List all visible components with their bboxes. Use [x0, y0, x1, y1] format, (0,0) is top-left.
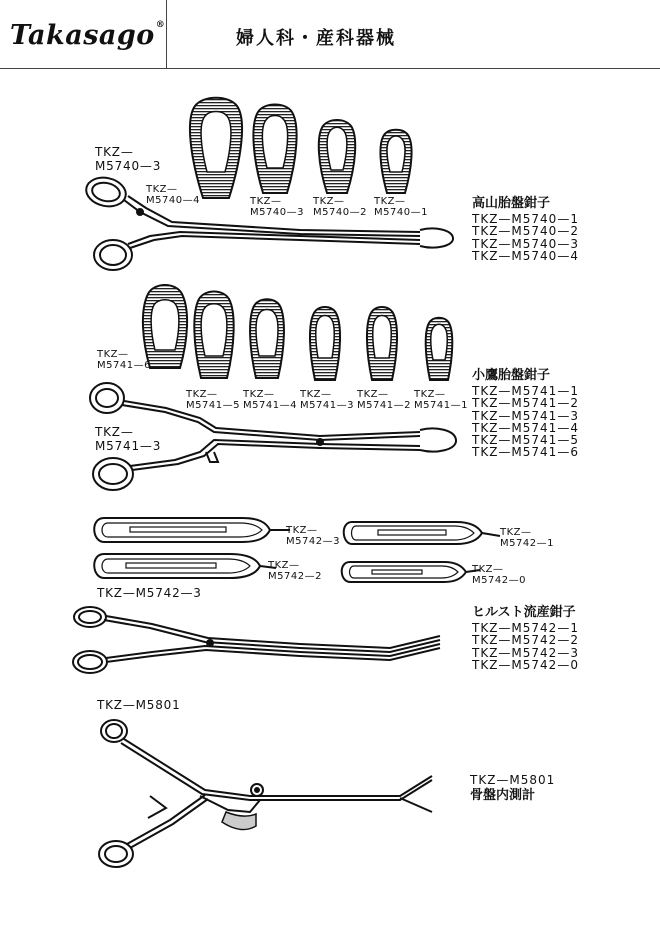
g3-main-label: TKZ—M5742—3 [97, 586, 202, 600]
g2-tip-1-icon [426, 318, 453, 380]
g1-tip-label-4: TKZ— M5740—4 [146, 184, 200, 206]
g2-tip-label-5: TKZ— M5741—5 [186, 389, 240, 411]
g1-main-label: TKZ— M5740—3 [95, 145, 162, 173]
g3-product-name: ヒルスト流産鉗子 [472, 605, 576, 620]
takasago-logo: Takasago® [10, 20, 166, 51]
g1-tip-3-icon [253, 105, 296, 194]
g2-code-list: TKZ—M5741—1 TKZ—M5741—2 TKZ—M5741—3 TKZ—M5741—4 TKZ—M5741—5 TKZ—M5741—6 [472, 384, 579, 460]
g1-tip-label-1: TKZ— M5740—1 [374, 196, 428, 218]
g3-tip-label-1: TKZ— M5742—1 [500, 527, 554, 549]
g1-tip-label-3: TKZ— M5740—3 [250, 196, 304, 218]
g3-blade-3-icon [94, 518, 290, 542]
g1-tip-label-2: TKZ— M5740—2 [313, 196, 367, 218]
g1-product-name: 高山胎盤鉗子 [472, 196, 551, 211]
g2-tip-label-4: TKZ— M5741—4 [243, 389, 297, 411]
g2-tip-label-1: TKZ— M5741—1 [414, 389, 468, 411]
g3-blade-0-icon [342, 562, 480, 582]
g4-top-label: TKZ—M5801 [97, 698, 181, 712]
g2-tip-4-icon [250, 299, 284, 378]
g3-blade-1-icon [344, 522, 500, 544]
g3-code-list: TKZ—M5742—1 TKZ—M5742—2 TKZ—M5742—3 TKZ—M5742—0 [472, 621, 579, 672]
g3-tip-label-3: TKZ— M5742—3 [286, 525, 340, 547]
g2-tip-3-icon [310, 307, 340, 380]
g4-code: TKZ—M5801 [470, 773, 556, 787]
category-title: 婦人科・産科器械 [236, 28, 396, 49]
g1-tip-2-icon [319, 120, 355, 193]
g3-blade-2-icon [94, 554, 276, 578]
g3-forceps-icon [73, 607, 440, 673]
g1-tip-1-icon [380, 130, 411, 193]
g2-main-label: TKZ— M5741—3 [95, 425, 162, 453]
g4-product-name: 骨盤内測計 [470, 788, 536, 803]
g1-code-list: TKZ—M5740—1 TKZ—M5740—2 TKZ—M5740—3 TKZ—M5740—4 [472, 212, 579, 263]
g2-tip-2-icon [367, 307, 397, 380]
g1-tip-4-icon [190, 98, 242, 198]
g2-tip-label-2: TKZ— M5741—2 [357, 389, 411, 411]
g4-pelvimeter-icon [99, 720, 432, 867]
g2-tip-label-6: TKZ— M5741—6 [97, 349, 151, 371]
g3-tip-label-0: TKZ— M5742—0 [472, 564, 526, 586]
g2-tip-5-icon [194, 292, 233, 379]
g3-tip-label-2: TKZ— M5742—2 [268, 560, 322, 582]
g2-tip-label-3: TKZ— M5741—3 [300, 389, 354, 411]
g2-product-name: 小鷹胎盤鉗子 [472, 368, 551, 383]
